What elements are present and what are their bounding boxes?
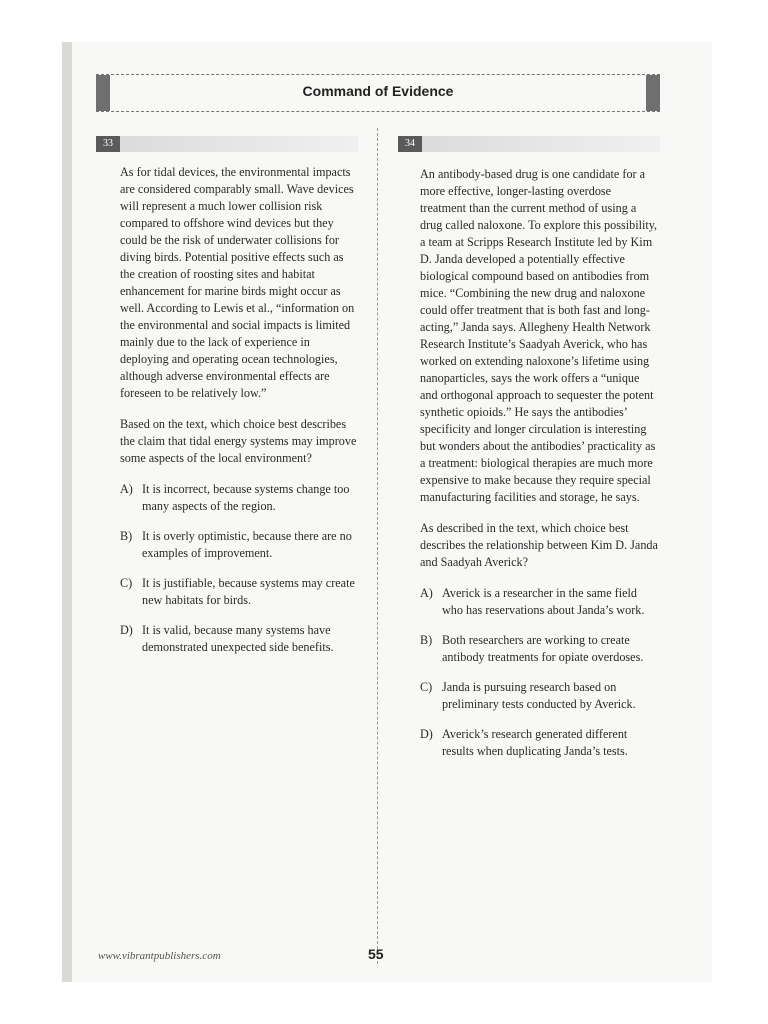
choice-text: It is valid, because many systems have demonstrated unexpected side benefits. bbox=[142, 623, 334, 654]
question-prompt: Based on the text, which choice best describes the claim that tidal energy systems may improve some aspects of the local environment? bbox=[120, 417, 357, 465]
choice-text: It is justifiable, because systems may create new habitats for birds. bbox=[142, 576, 355, 607]
answer-choice-c[interactable] bbox=[420, 679, 658, 713]
header-bar-right bbox=[646, 75, 660, 111]
choice-letter: A) bbox=[420, 586, 433, 600]
choice-letter: C) bbox=[120, 576, 133, 590]
question-34-header bbox=[398, 136, 660, 152]
passage-text: As for tidal devices, the environmental impacts are considered comparably small. Wave devices will represent a much lower collision risk compared to offshore wind devices but they could be the risk of underwater collisions for diving birds. Potential positive effects such as the creation of roosting sites and habitat enhancement for marine birds might occur as well. According to Lewis et al., “information on the environmental and social impacts is limited mainly due to the lack of experience in deploying and operating ocean technologies, although adverse environmental effects are foreseen to be relatively low.” bbox=[120, 165, 355, 400]
question-number: 34 bbox=[398, 136, 422, 152]
question-prompt: As described in the text, which choice best describes the relationship between Kim D. Janda and Saadyah Averick? bbox=[420, 521, 658, 569]
choice-text: Averick is a researcher in the same field who has reservations about Janda’s work. bbox=[442, 586, 645, 617]
choice-letter: C) bbox=[420, 680, 433, 694]
choice-letter: D) bbox=[120, 623, 133, 637]
choice-letter: D) bbox=[420, 727, 433, 741]
passage-text: An antibody-based drug is one candidate for a more effective, longer-lasting overdose treatment than the current method of using a drug called naloxone. To explore this possibility, a team at Scripps Research Institute led by Kim D. Janda developed a potentially effective biological compound based on antibodies from mice. “Combining the new drug and naloxone could offer treatment that is both fast and long-acting,” Janda says. Allegheny Health Network Research Institute’s Saadyah Averick, who has worked on extending naloxone’s lifetime using nanoparticles, says the work offers a “unique and orthogonal approach to sequester the potent synthetic opioids.” He says the antibodies’ specificity and longer circulation is interesting but wonders about the antibodies’ practicality as a treatment: biological therapies are much more expensive to make because they require special manufacturing facilities and storage, he says. bbox=[420, 167, 658, 504]
question-34-column bbox=[420, 166, 658, 773]
answer-choice-d[interactable] bbox=[120, 622, 360, 656]
column-divider bbox=[377, 128, 378, 964]
choice-text: It is incorrect, because systems change too many aspects of the region. bbox=[142, 482, 350, 513]
choice-letter: B) bbox=[120, 529, 133, 543]
question-33-header bbox=[96, 136, 358, 152]
answer-choice-d[interactable] bbox=[420, 726, 658, 760]
publisher-url: www.vibrantpublishers.com bbox=[98, 950, 221, 962]
answer-choice-c[interactable] bbox=[120, 575, 360, 609]
question-33-column bbox=[120, 164, 360, 669]
choice-text: It is overly optimistic, because there are no examples of improvement. bbox=[142, 529, 352, 560]
question-number: 33 bbox=[96, 136, 120, 152]
choice-letter: A) bbox=[120, 482, 133, 496]
section-title: Command of Evidence bbox=[302, 83, 454, 99]
answer-choice-a[interactable] bbox=[120, 481, 360, 515]
page-number: 55 bbox=[368, 946, 384, 962]
choice-text: Both researchers are working to create antibody treatments for opiate overdoses. bbox=[442, 633, 644, 664]
answer-choice-a[interactable] bbox=[420, 585, 658, 619]
answer-choice-b[interactable] bbox=[420, 632, 658, 666]
choice-text: Janda is pursuing research based on preliminary tests conducted by Averick. bbox=[442, 680, 636, 711]
answer-choice-b[interactable] bbox=[120, 528, 360, 562]
choice-text: Averick’s research generated different results when duplicating Janda’s tests. bbox=[442, 727, 628, 758]
section-header bbox=[96, 74, 660, 112]
choice-letter: B) bbox=[420, 633, 433, 647]
